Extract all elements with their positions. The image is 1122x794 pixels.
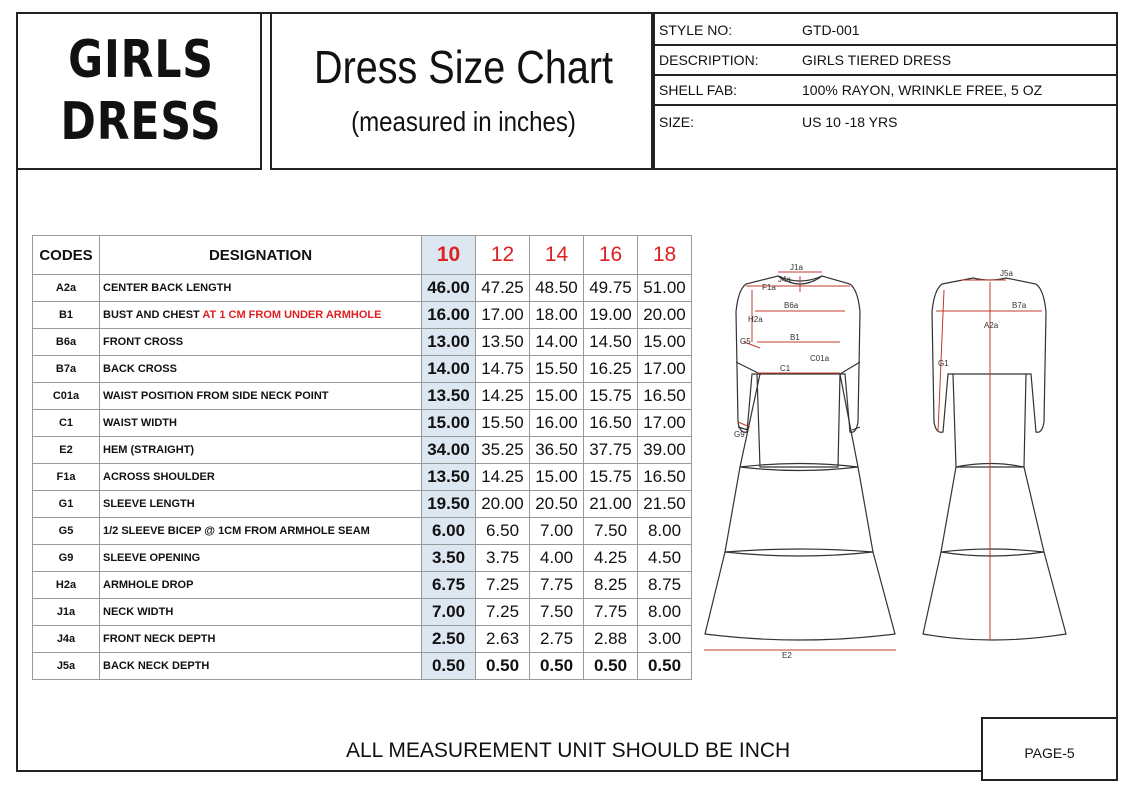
cell-size-value: 4.00 [530, 545, 584, 572]
cell-size-value: 4.50 [638, 545, 692, 572]
cell-size-value: 7.25 [476, 599, 530, 626]
cell-size-value: 13.50 [422, 464, 476, 491]
cell-size-value: 7.25 [476, 572, 530, 599]
table-row [33, 518, 692, 545]
cell-designation [100, 302, 422, 329]
label-e2: E2 [782, 651, 792, 660]
page-number: PAGE-5 [1024, 745, 1075, 761]
cell-size-value: 14.25 [476, 464, 530, 491]
cell-code: J5a [33, 653, 100, 680]
cell-code: G1 [33, 491, 100, 518]
cell-code: G5 [33, 518, 100, 545]
designation-text: FRONT CROSS [103, 336, 184, 348]
style-info-box [653, 12, 1118, 170]
cell-size-value: 20.00 [476, 491, 530, 518]
label-b1: B1 [790, 333, 800, 342]
label-g5: G5 [740, 337, 751, 346]
table-row [33, 572, 692, 599]
meta-row-style [655, 14, 1116, 46]
header-size-12: 12 [476, 236, 530, 275]
table-row [33, 329, 692, 356]
header-codes: CODES [33, 236, 100, 275]
meta-row-size [655, 106, 1116, 136]
cell-size-value: 21.50 [638, 491, 692, 518]
cell-size-value: 17.00 [638, 410, 692, 437]
cell-designation [100, 518, 422, 545]
label-b6a: B6a [784, 301, 799, 310]
designation-text: CENTER BACK LENGTH [103, 282, 232, 294]
designation-note: AT 1 CM FROM UNDER ARMHOLE [202, 309, 382, 321]
cell-code: C1 [33, 410, 100, 437]
table-row [33, 410, 692, 437]
meta-row-shell-fab [655, 74, 1116, 106]
cell-size-value: 2.88 [584, 626, 638, 653]
cell-size-value: 3.50 [422, 545, 476, 572]
cell-designation [100, 464, 422, 491]
cell-size-value: 6.00 [422, 518, 476, 545]
cell-size-value: 19.50 [422, 491, 476, 518]
header-size-14: 14 [530, 236, 584, 275]
logo-line-2: DRESS [60, 92, 222, 152]
designation-text: ACROSS SHOULDER [103, 471, 215, 483]
cell-size-value: 14.25 [476, 383, 530, 410]
cell-code: B6a [33, 329, 100, 356]
header-size-18: 18 [638, 236, 692, 275]
cell-size-value: 7.00 [422, 599, 476, 626]
table-row [33, 464, 692, 491]
cell-code: J1a [33, 599, 100, 626]
table-header-row [33, 236, 692, 275]
cell-size-value: 48.50 [530, 275, 584, 302]
cell-code: G9 [33, 545, 100, 572]
cell-size-value: 8.25 [584, 572, 638, 599]
cell-size-value: 8.75 [638, 572, 692, 599]
cell-size-value: 19.00 [584, 302, 638, 329]
header-designation: DESIGNATION [100, 236, 422, 275]
label-f1a: F1a [762, 283, 776, 292]
cell-size-value: 14.75 [476, 356, 530, 383]
cell-code: B1 [33, 302, 100, 329]
cell-designation [100, 410, 422, 437]
cell-size-value: 3.00 [638, 626, 692, 653]
cell-size-value: 7.75 [530, 572, 584, 599]
table-row [33, 653, 692, 680]
size-chart-table [32, 235, 692, 680]
cell-code: C01a [33, 383, 100, 410]
page-title: Dress Size Chart [314, 41, 613, 93]
label-j4a: J4a [778, 275, 791, 284]
cell-size-value: 49.75 [584, 275, 638, 302]
cell-size-value: 13.00 [422, 329, 476, 356]
cell-size-value: 18.00 [530, 302, 584, 329]
meta-value: GTD-001 [802, 22, 860, 38]
header-size-16: 16 [584, 236, 638, 275]
cell-code: F1a [33, 464, 100, 491]
cell-designation [100, 275, 422, 302]
cell-size-value: 14.00 [530, 329, 584, 356]
designation-text: SLEEVE OPENING [103, 552, 201, 564]
cell-size-value: 15.00 [422, 410, 476, 437]
cell-code: B7a [33, 356, 100, 383]
header-size-10: 10 [422, 236, 476, 275]
front-dress-outline [705, 276, 895, 640]
cell-size-value: 2.75 [530, 626, 584, 653]
designation-text: FRONT NECK DEPTH [103, 633, 216, 645]
meta-label: DESCRIPTION: [659, 52, 759, 68]
label-c01a: C01a [810, 354, 830, 363]
cell-size-value: 4.25 [584, 545, 638, 572]
cell-size-value: 16.00 [422, 302, 476, 329]
page-subtitle: (measured in inches) [351, 106, 576, 137]
table-row [33, 275, 692, 302]
cell-size-value: 13.50 [422, 383, 476, 410]
cell-size-value: 8.00 [638, 599, 692, 626]
designation-text: BACK NECK DEPTH [103, 660, 210, 672]
footer-note: ALL MEASUREMENT UNIT SHOULD BE INCH [346, 739, 791, 762]
cell-designation [100, 437, 422, 464]
table-row [33, 356, 692, 383]
cell-designation [100, 626, 422, 653]
cell-designation [100, 599, 422, 626]
label-h2a: H2a [748, 315, 763, 324]
cell-size-value: 16.50 [584, 410, 638, 437]
cell-designation [100, 383, 422, 410]
meta-label: SIZE: [659, 114, 695, 130]
cell-size-value: 14.50 [584, 329, 638, 356]
cell-size-value: 15.00 [530, 383, 584, 410]
table-row [33, 545, 692, 572]
designation-text: WAIST WIDTH [103, 417, 177, 429]
cell-size-value: 13.50 [476, 329, 530, 356]
cell-size-value: 17.00 [638, 356, 692, 383]
label-g9: G9 [734, 430, 745, 439]
logo-box [16, 12, 262, 170]
designation-text: SLEEVE LENGTH [103, 498, 195, 510]
cell-designation [100, 572, 422, 599]
cell-code: A2a [33, 275, 100, 302]
cell-designation [100, 491, 422, 518]
table-row [33, 383, 692, 410]
cell-size-value: 7.50 [530, 599, 584, 626]
table-row [33, 599, 692, 626]
designation-text: ARMHOLE DROP [103, 579, 194, 591]
label-j5a: J5a [1000, 269, 1013, 278]
label-b7a: B7a [1012, 301, 1027, 310]
cell-size-value: 3.75 [476, 545, 530, 572]
cell-size-value: 20.00 [638, 302, 692, 329]
table-row [33, 626, 692, 653]
cell-size-value: 36.50 [530, 437, 584, 464]
designation-text: BACK CROSS [103, 363, 177, 375]
cell-size-value: 7.50 [584, 518, 638, 545]
cell-size-value: 7.75 [584, 599, 638, 626]
cell-size-value: 0.50 [638, 653, 692, 680]
dress-sketch [700, 262, 1100, 662]
cell-size-value: 2.50 [422, 626, 476, 653]
cell-size-value: 16.50 [638, 464, 692, 491]
meta-label: STYLE NO: [659, 22, 733, 38]
cell-size-value: 0.50 [422, 653, 476, 680]
cell-size-value: 7.00 [530, 518, 584, 545]
meta-label: SHELL FAB: [659, 82, 738, 98]
cell-size-value: 15.75 [584, 464, 638, 491]
page-number-box [981, 717, 1118, 781]
title-box [270, 12, 653, 170]
table-row [33, 302, 692, 329]
cell-size-value: 15.00 [530, 464, 584, 491]
cell-designation [100, 356, 422, 383]
table-row [33, 437, 692, 464]
cell-size-value: 6.50 [476, 518, 530, 545]
cell-size-value: 15.50 [476, 410, 530, 437]
cell-size-value: 15.00 [638, 329, 692, 356]
table-row [33, 491, 692, 518]
label-j1a: J1a [790, 263, 803, 272]
cell-size-value: 17.00 [476, 302, 530, 329]
cell-code: J4a [33, 626, 100, 653]
cell-size-value: 39.00 [638, 437, 692, 464]
cell-size-value: 34.00 [422, 437, 476, 464]
cell-size-value: 37.75 [584, 437, 638, 464]
label-g1: G1 [938, 359, 949, 368]
cell-size-value: 2.63 [476, 626, 530, 653]
cell-size-value: 15.50 [530, 356, 584, 383]
label-c1: C1 [780, 364, 791, 373]
cell-code: E2 [33, 437, 100, 464]
cell-size-value: 16.25 [584, 356, 638, 383]
designation-text: BUST AND CHEST [103, 309, 203, 321]
cell-size-value: 16.00 [530, 410, 584, 437]
cell-size-value: 46.00 [422, 275, 476, 302]
cell-size-value: 8.00 [638, 518, 692, 545]
cell-size-value: 47.25 [476, 275, 530, 302]
cell-size-value: 21.00 [584, 491, 638, 518]
cell-size-value: 0.50 [584, 653, 638, 680]
cell-designation [100, 545, 422, 572]
cell-size-value: 20.50 [530, 491, 584, 518]
cell-size-value: 6.75 [422, 572, 476, 599]
meta-row-description [655, 44, 1116, 76]
meta-value: GIRLS TIERED DRESS [802, 52, 952, 68]
designation-text: WAIST POSITION FROM SIDE NECK POINT [103, 390, 329, 402]
label-a2a: A2a [984, 321, 999, 330]
designation-text: HEM (STRAIGHT) [103, 444, 195, 456]
cell-size-value: 0.50 [530, 653, 584, 680]
cell-size-value: 0.50 [476, 653, 530, 680]
cell-size-value: 15.75 [584, 383, 638, 410]
cell-size-value: 16.50 [638, 383, 692, 410]
cell-size-value: 14.00 [422, 356, 476, 383]
back-dress-outline [923, 278, 1066, 640]
logo-line-1: GIRLS [68, 30, 214, 90]
cell-size-value: 35.25 [476, 437, 530, 464]
meta-value: US 10 -18 YRS [802, 114, 898, 130]
designation-text: NECK WIDTH [103, 606, 174, 618]
cell-code: H2a [33, 572, 100, 599]
meta-value: 100% RAYON, WRINKLE FREE, 5 OZ [802, 82, 1043, 98]
cell-designation [100, 653, 422, 680]
cell-designation [100, 329, 422, 356]
cell-size-value: 51.00 [638, 275, 692, 302]
designation-text: 1/2 SLEEVE BICEP @ 1CM FROM ARMHOLE SEAM [103, 525, 370, 537]
